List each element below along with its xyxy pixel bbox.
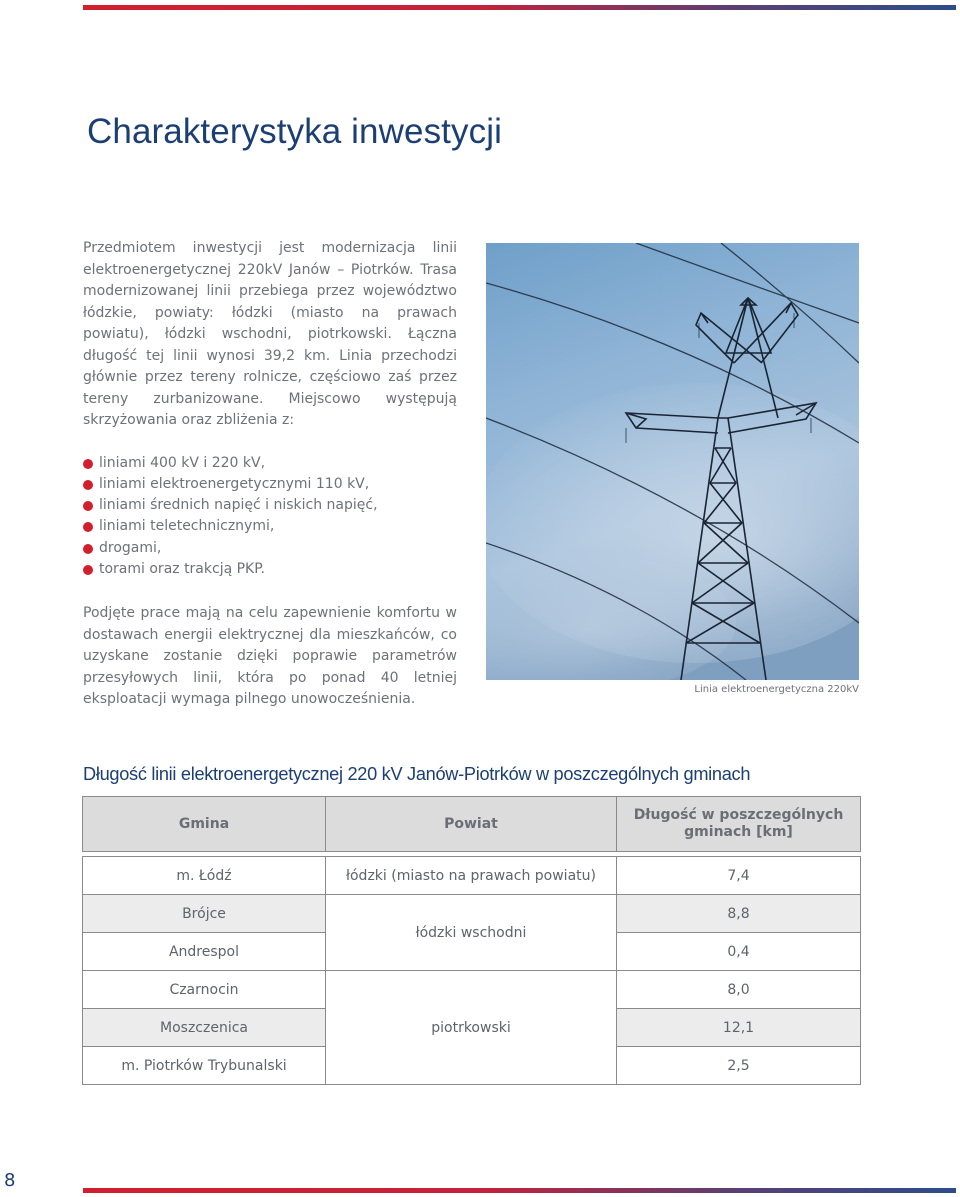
cell-gmina: m. Piotrków Trybunalski bbox=[83, 1047, 326, 1085]
list-item: liniami elektroenergetycznymi 110 kV, bbox=[83, 474, 457, 495]
table-header-row bbox=[83, 797, 861, 852]
header-dlugosc: Długość w poszczególnych gminach [km] bbox=[617, 797, 861, 852]
cell-dlugosc: 8,0 bbox=[617, 971, 861, 1009]
list-item: liniami 400 kV i 220 kV, bbox=[83, 453, 457, 474]
header-gmina: Gmina bbox=[83, 797, 326, 852]
list-item: liniami teletechnicznymi, bbox=[83, 516, 457, 537]
table-row bbox=[83, 895, 861, 933]
table-title: Długość linii elektroenergetycznej 220 kV Janów-Piotrków w poszczególnych gminach bbox=[83, 764, 751, 784]
cell-dlugosc: 2,5 bbox=[617, 1047, 861, 1085]
red-dot-icon bbox=[83, 565, 93, 575]
cell-gmina: m. Łódź bbox=[83, 857, 326, 895]
cell-gmina: Czarnocin bbox=[83, 971, 326, 1009]
top-accent-bar bbox=[83, 5, 956, 10]
cell-gmina: Moszczenica bbox=[83, 1009, 326, 1047]
cell-dlugosc: 7,4 bbox=[617, 857, 861, 895]
table-row bbox=[83, 857, 861, 895]
transmission-tower-photo bbox=[486, 243, 859, 680]
lengths-table bbox=[82, 796, 861, 1085]
cell-powiat: łódzki wschodni bbox=[326, 895, 617, 971]
page-number: 8 bbox=[4, 1170, 16, 1191]
cell-dlugosc: 8,8 bbox=[617, 895, 861, 933]
closing-paragraph: Podjęte prace mają na celu zapewnienie komfortu w dostawach energii elektrycznej dla mieszkańców, co uzyskane zostanie dzięki poprawie parametrów przesyłowych linii, która po ponad 40 letniej eksploatacji wymaga pilnego unowocześnienia. bbox=[83, 605, 457, 708]
cell-powiat: łódzki (miasto na prawach powiatu) bbox=[326, 857, 617, 895]
table-row bbox=[83, 971, 861, 1009]
intro-paragraph: Przedmiotem inwestycji jest modernizacja linii elektroenergetycznej 220kV Janów – Piotrków. Trasa modernizowanej linii przebiega przez województwo łódzkie, powiaty: łódzki (miasto na prawach powiatu), łódzki wschodni, piotrkowski. Łączna długość tej linii wynosi 39,2 km. Linia przechodzi głównie przez tereny rolnicze, częściowo zaś przez tereny zurbanizowane. Miejscowo występują skrzyżowania oraz zbliżenia z: bbox=[83, 240, 457, 428]
red-dot-icon bbox=[83, 522, 93, 532]
intro-column bbox=[83, 238, 457, 711]
red-dot-icon bbox=[83, 544, 93, 554]
list-item: drogami, bbox=[83, 538, 457, 559]
list-item: liniami średnich napięć i niskich napięć, bbox=[83, 495, 457, 516]
red-dot-icon bbox=[83, 501, 93, 511]
header-powiat: Powiat bbox=[326, 797, 617, 852]
cell-powiat: piotrkowski bbox=[326, 971, 617, 1085]
red-dot-icon bbox=[83, 459, 93, 469]
list-item: torami oraz trakcją PKP. bbox=[83, 559, 457, 580]
cell-gmina: Brójce bbox=[83, 895, 326, 933]
page-title: Charakterystyka inwestycji bbox=[87, 112, 502, 151]
photo-caption: Linia elektroenergetyczna 220kV bbox=[694, 684, 859, 695]
cell-dlugosc: 0,4 bbox=[617, 933, 861, 971]
bottom-accent-bar bbox=[83, 1188, 956, 1193]
red-dot-icon bbox=[83, 480, 93, 490]
cell-gmina: Andrespol bbox=[83, 933, 326, 971]
crossings-list bbox=[83, 453, 457, 581]
cell-dlugosc: 12,1 bbox=[617, 1009, 861, 1047]
